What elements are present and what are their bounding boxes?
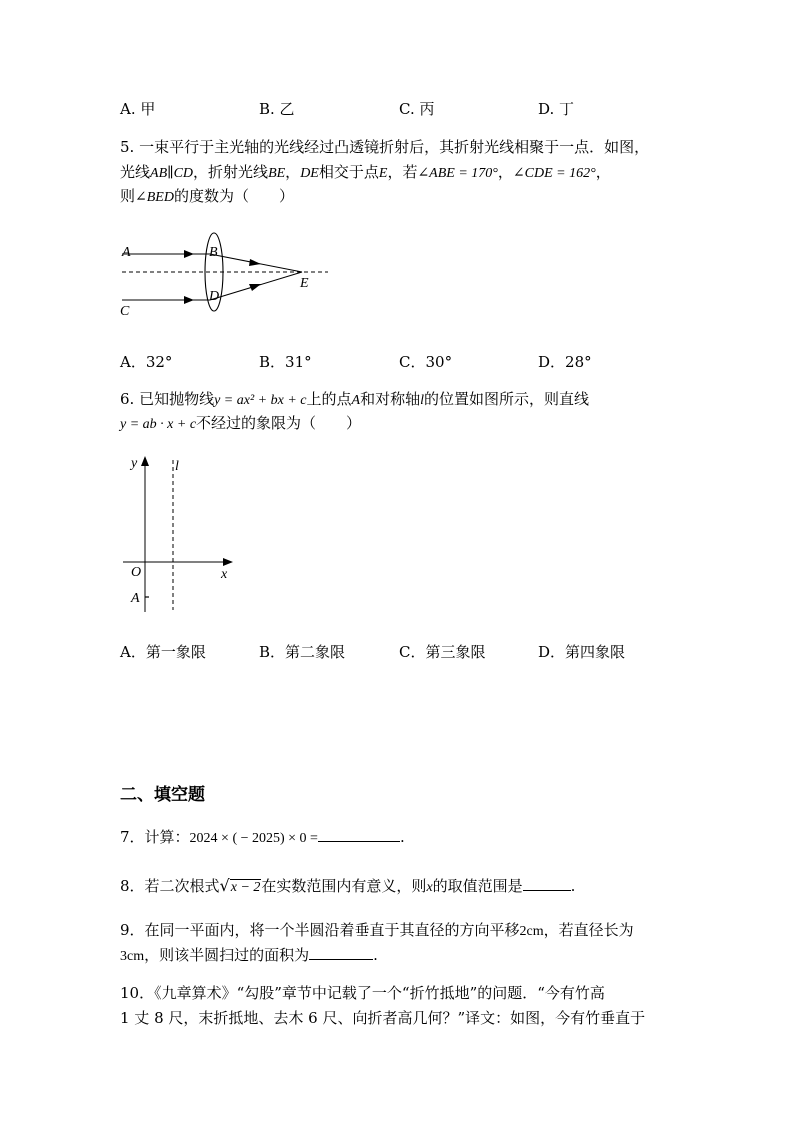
label-b: B	[209, 245, 218, 260]
q7-answer-blank[interactable]	[318, 827, 400, 842]
q9-diameter: 3cm	[120, 949, 145, 964]
q5-option-a: A．32°	[120, 353, 173, 371]
q6-text: 和对称轴	[360, 390, 421, 408]
label-l: l	[175, 459, 179, 474]
q5-text: 光线	[120, 163, 151, 181]
q10-line-2: 1 丈 8 尺，末折抵地、去木 6 尺、向折者高几何？”译文：如图，今有竹垂直于	[120, 1009, 646, 1027]
q7-expression: 2024 × ( − 2025) × 0 =	[189, 831, 318, 846]
q8-line	[120, 876, 575, 898]
q6-text: 上的点	[306, 390, 352, 408]
q5-text: ，折射光线	[193, 163, 269, 181]
q8-text: 的取值范围是	[432, 877, 523, 895]
q5-parallel-expr: AB∥CD	[150, 166, 194, 181]
q7-line	[120, 827, 405, 849]
q6-option-c: C．第三象限	[399, 643, 486, 661]
q5-text: 则	[120, 187, 136, 205]
q7-text: 7．计算：	[120, 828, 190, 846]
q5-text: 相交于点	[318, 163, 379, 181]
q6-option-b: B．第二象限	[259, 643, 346, 661]
q5-text: ，	[497, 163, 513, 181]
q4-option-d: D. 丁	[538, 100, 575, 118]
q5-point-e: E	[378, 166, 388, 181]
label-a: A	[131, 591, 140, 606]
q6-option-d: D．第四象限	[538, 643, 626, 661]
section-title: 二、填空题	[120, 785, 205, 805]
arrow-be	[249, 259, 261, 266]
q5-option-c: C．30°	[399, 353, 453, 371]
q5-line-2	[120, 162, 611, 184]
q5-angle-cde: ∠CDE = 162°	[512, 166, 596, 181]
y-axis-arrow	[141, 456, 149, 466]
q8-text: 8．若二次根式	[120, 877, 220, 895]
label-y: y	[131, 456, 138, 471]
q4-option-b: B. 乙	[259, 100, 295, 118]
q9-line-1	[120, 920, 634, 942]
q5-text: ，若	[387, 163, 418, 181]
q6-point-a: A	[351, 393, 361, 408]
q4-option-c: C. 丙	[399, 100, 435, 118]
q9-line-2	[120, 945, 378, 967]
label-o: O	[131, 565, 142, 580]
q6-option-a: A．第一象限	[120, 643, 206, 661]
q6-text: 不经过的象限为（ ）	[196, 414, 362, 432]
q5-line-1: 5. 一束平行于主光轴的光线经过凸透镜折射后，其折射光线相聚于一点．如图，	[120, 138, 650, 156]
q6-line-2	[120, 413, 361, 435]
q9-text: 9．在同一平面内，将一个半圆沿着垂直于其直径的方向平移	[120, 921, 520, 939]
lens-figure	[110, 228, 340, 320]
q8-answer-blank[interactable]	[523, 876, 571, 891]
q8-text: 在实数范围内有意义，则	[261, 877, 427, 895]
q6-line-1	[120, 389, 589, 411]
label-c: C	[120, 304, 130, 319]
q6-line-expr: y = ab · x + c	[120, 417, 197, 432]
q8-radicand: x − 2	[230, 880, 261, 895]
arrow-ab	[184, 250, 194, 258]
q6-parabola-expr: y = ax² + bx + c	[214, 393, 307, 408]
q7-period: .	[399, 828, 405, 846]
q9-answer-blank[interactable]	[309, 945, 373, 960]
label-x: x	[221, 567, 228, 582]
q6-text: 的位置如图所示，则直线	[423, 390, 589, 408]
axes-figure	[115, 452, 245, 617]
q9-text: ，若直径长为	[543, 921, 634, 939]
label-e: E	[300, 276, 309, 291]
q10-line-1: 10．《九章算术》“勾股”章节中记载了一个“折竹抵地”的问题．“今有竹高	[120, 984, 605, 1002]
q4-option-a: A. 甲	[120, 100, 156, 118]
label-a: A	[122, 245, 131, 260]
q5-angle-bed: ∠BED	[135, 190, 174, 205]
q8-period: .	[570, 877, 576, 895]
q5-text: ，	[595, 163, 611, 181]
q5-de: DE	[300, 166, 319, 181]
q5-option-d: D．28°	[538, 353, 592, 371]
q5-be: BE	[268, 166, 286, 181]
q6-axis-l: l	[420, 393, 424, 408]
q9-distance: 2cm	[519, 924, 544, 939]
arrow-de	[249, 284, 261, 291]
x-axis-arrow	[223, 558, 233, 566]
q5-line-3	[120, 186, 294, 208]
label-d: D	[209, 289, 220, 304]
q5-option-b: B．31°	[259, 353, 312, 371]
q6-text: 6. 已知抛物线	[120, 390, 215, 408]
q5-text: 的度数为（ ）	[173, 187, 294, 205]
q9-text: ，则该半圆扫过的面积为	[144, 946, 310, 964]
arrow-cd	[184, 296, 194, 304]
sqrt-symbol-icon: √	[219, 876, 230, 895]
q9-period: .	[373, 946, 378, 964]
q8-variable-x: x	[426, 880, 433, 895]
q5-text: ，	[285, 163, 301, 181]
q5-angle-abe: ∠ABE = 170°	[417, 166, 498, 181]
